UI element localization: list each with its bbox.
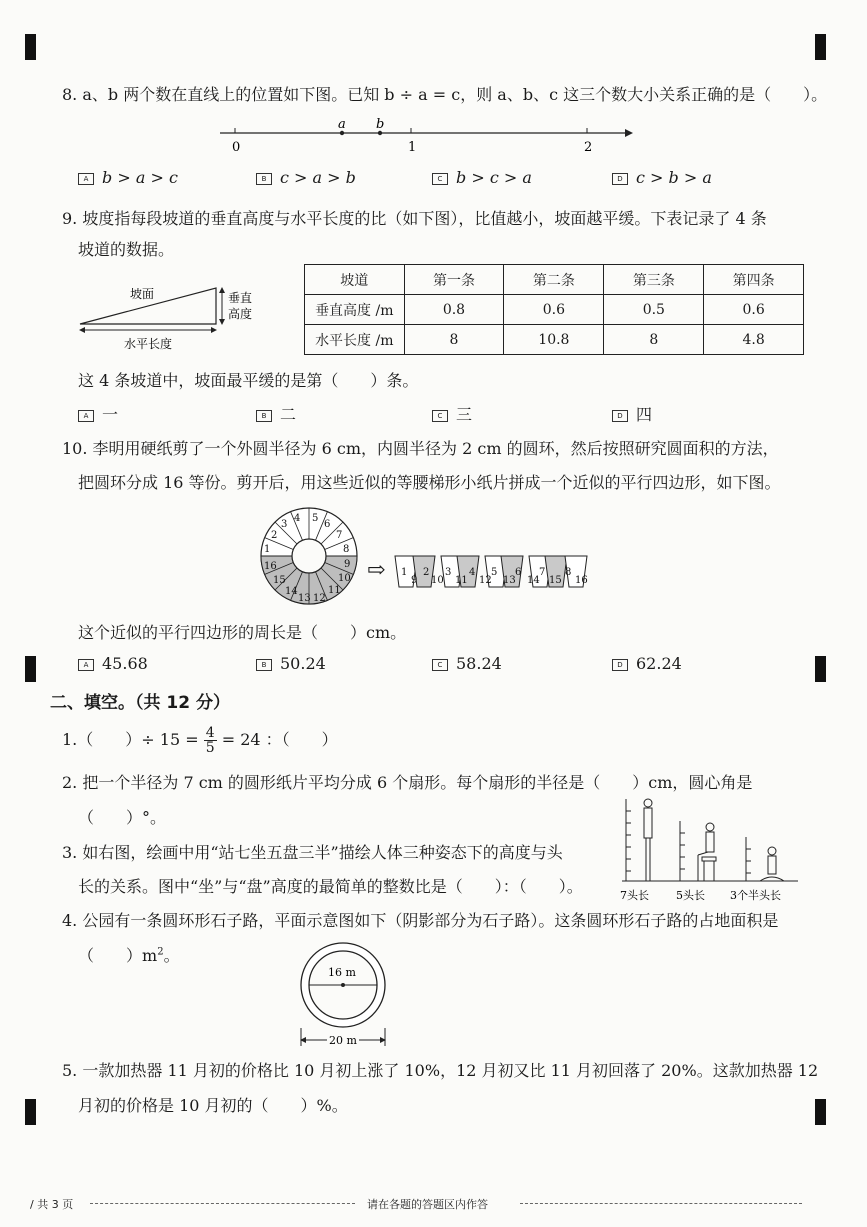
- q9-option-d[interactable]: D 四: [612, 402, 652, 425]
- human-posture-figure: [618, 795, 803, 905]
- table-header-cell: 第四条: [704, 265, 804, 295]
- option-letter-box: D: [612, 659, 628, 671]
- q9-option-b[interactable]: B 二: [256, 402, 296, 425]
- option-letter-box: B: [256, 173, 272, 185]
- svg-text:6: 6: [324, 519, 331, 530]
- option-letter-box: A: [78, 173, 94, 185]
- arrow-icon: ⇨: [367, 558, 386, 583]
- table-header-cell: 第三条: [604, 265, 704, 295]
- fill-1: 1.（ ）÷ 15 = $\frac{4}{5}$ = 24 ：（ ）: [62, 725, 338, 756]
- fraction: $\frac{4}{5}$: [205, 725, 215, 756]
- svg-text:4: 4: [294, 513, 301, 524]
- svg-text:10: 10: [431, 575, 444, 586]
- fill-2-line2: （ ）°。: [78, 808, 167, 827]
- question-10-line1: 10. 李明用硬纸剪了一个外圆半径为 6 cm，内圆半径为 2 cm 的圆环，然后按照研究圆面积的方法，: [62, 439, 779, 458]
- horizontal-label: 水平长度: [124, 337, 173, 351]
- q10-option-b[interactable]: B 50.24: [256, 654, 326, 673]
- slope-label: 坡面: [130, 287, 155, 301]
- q9-option-c[interactable]: C 三: [432, 402, 472, 425]
- option-letter-box: B: [256, 659, 272, 671]
- number-line-label-2: 2: [584, 140, 593, 155]
- svg-text:2: 2: [271, 530, 278, 541]
- svg-text:8: 8: [343, 544, 350, 555]
- fill-3-line2: 长的关系。图中“坐”与“盘”高度的最简单的整数比是（ ）：（ ）。: [78, 877, 583, 896]
- table-cell: 垂直高度 /m: [305, 295, 405, 325]
- svg-text:14: 14: [285, 586, 298, 597]
- page-count: / 共 3 页: [30, 1198, 74, 1211]
- table-header-cell: 第一条: [404, 265, 504, 295]
- slope-figure: [72, 282, 272, 354]
- registration-mark: [815, 1099, 826, 1125]
- svg-text:6: 6: [515, 567, 522, 578]
- svg-text:5: 5: [491, 567, 498, 578]
- q9-option-a[interactable]: A 一: [78, 402, 118, 425]
- svg-text:15: 15: [273, 575, 286, 586]
- caption-sitting: 5头长: [676, 889, 705, 902]
- table-cell: 0.5: [604, 295, 704, 325]
- svg-text:4: 4: [469, 567, 476, 578]
- svg-text:5: 5: [312, 513, 319, 524]
- question-9-prompt: 这 4 条坡道中，坡面最平缓的是第（ ）条。: [78, 371, 419, 390]
- table-cell: 8: [604, 325, 704, 355]
- number-line-figure: [215, 115, 635, 157]
- svg-text:3: 3: [281, 519, 288, 530]
- fill-4-line2: （ ）$m^2$。: [78, 946, 180, 965]
- point-label-a: a: [338, 117, 346, 132]
- point-label-b: b: [376, 117, 385, 132]
- outer-diameter-label: 20 m: [329, 1034, 357, 1047]
- caption-crosslegged: 3个半头长: [730, 889, 781, 902]
- svg-text:1: 1: [401, 567, 408, 578]
- option-letter-box: B: [256, 410, 272, 422]
- annulus-sectors-figure: [258, 505, 360, 607]
- svg-text:7: 7: [336, 530, 343, 541]
- table-cell: 8: [404, 325, 504, 355]
- svg-text:16: 16: [575, 575, 588, 586]
- svg-text:13: 13: [503, 575, 516, 586]
- option-letter-box: C: [432, 173, 448, 185]
- table-header-cell: 坡道: [305, 265, 405, 295]
- table-cell: 水平长度 /m: [305, 325, 405, 355]
- fill-5-line1: 5. 一款加热器 11 月初的价格比 10 月初上涨了 10%，12 月初又比 11 月初回落了 20%。这款加热器 12: [62, 1061, 819, 1080]
- registration-mark: [25, 34, 36, 60]
- question-10-line2: 把圆环分成 16 等份。剪开后，用这些近似的等腰梯形小纸片拼成一个近似的平行四边形，如下图。: [78, 473, 781, 492]
- question-9-line2: 坡道的数据。: [78, 240, 175, 259]
- registration-mark: [815, 656, 826, 682]
- option-letter-box: D: [612, 173, 628, 185]
- table-header-row: [305, 265, 804, 295]
- q10-option-a[interactable]: A 45.68: [78, 654, 148, 673]
- fill-3-line1: 3. 如右图，绘画中用“站七坐五盘三半”描绘人体三种姿态下的高度与头: [62, 843, 563, 862]
- svg-text:12: 12: [313, 593, 326, 604]
- registration-mark: [25, 1099, 36, 1125]
- number-line-label-1: 1: [408, 140, 417, 155]
- table-cell: 0.6: [704, 295, 804, 325]
- question-10-prompt: 这个近似的平行四边形的周长是（ ）cm。: [78, 623, 407, 642]
- table-row: [305, 295, 804, 325]
- question-8-stem: 8. a、b 两个数在直线上的位置如下图。已知 b ÷ a = c，则 a、b、c 这三个数大小关系正确的是（ ）。: [62, 85, 828, 104]
- svg-text:9: 9: [344, 559, 351, 570]
- option-letter-box: A: [78, 659, 94, 671]
- svg-text:16: 16: [264, 561, 277, 572]
- number-line-label-0: 0: [232, 140, 241, 155]
- svg-text:2: 2: [423, 567, 430, 578]
- q8-option-a[interactable]: A b > a > c: [78, 168, 178, 187]
- svg-text:7: 7: [539, 567, 546, 578]
- table-header-cell: 第二条: [504, 265, 604, 295]
- q8-option-c[interactable]: C b > c > a: [432, 168, 532, 187]
- option-letter-box: C: [432, 410, 448, 422]
- footer-divider: [520, 1203, 802, 1204]
- svg-text:8: 8: [565, 567, 572, 578]
- fill-2-line1: 2. 把一个半径为 7 cm 的圆形纸片平均分成 6 个扇形。每个扇形的半径是（ ）cm，圆心角是: [62, 773, 753, 792]
- q10-option-d[interactable]: D 62.24: [612, 654, 682, 673]
- question-9-line1: 9. 坡度指每段坡道的垂直高度与水平长度的比（如下图），比值越小，坡面越平缓。下表记录了 4 条: [62, 209, 767, 228]
- q10-option-c[interactable]: C 58.24: [432, 654, 502, 673]
- table-cell: 0.6: [504, 295, 604, 325]
- parallelogram-strips-figure: [393, 551, 595, 591]
- caption-standing: 7头长: [620, 889, 649, 902]
- table-cell: 4.8: [704, 325, 804, 355]
- svg-text:9: 9: [411, 575, 418, 586]
- svg-text:10: 10: [338, 573, 351, 584]
- q8-option-b[interactable]: B c > a > b: [256, 168, 356, 187]
- svg-text:13: 13: [298, 593, 311, 604]
- footer-divider: [90, 1203, 355, 1204]
- option-letter-box: C: [432, 659, 448, 671]
- table-cell: 10.8: [504, 325, 604, 355]
- svg-text:14: 14: [527, 575, 540, 586]
- slope-data-table: [304, 264, 804, 355]
- fill-5-line2: 月初的价格是 10 月初的（ ）%。: [78, 1096, 348, 1115]
- option-letter-box: D: [612, 410, 628, 422]
- vertical-label-1: 垂直: [228, 291, 253, 305]
- svg-text:12: 12: [479, 575, 492, 586]
- svg-text:1: 1: [264, 544, 271, 555]
- footer-note: 请在各题的答题区内作答: [367, 1198, 488, 1211]
- section-title: 二、填空。（共 12 分）: [50, 693, 230, 713]
- svg-text:11: 11: [328, 585, 341, 596]
- ring-path-figure: [297, 940, 389, 1052]
- svg-text:11: 11: [455, 575, 468, 586]
- q8-option-d[interactable]: D c > b > a: [612, 168, 712, 187]
- registration-mark: [25, 656, 36, 682]
- fill-4-line1: 4. 公园有一条圆环形石子路，平面示意图如下（阴影部分为石子路）。这条圆环形石子路的占地面积是: [62, 911, 779, 930]
- vertical-label-2: 高度: [228, 307, 253, 321]
- registration-mark: [815, 34, 826, 60]
- table-cell: 0.8: [404, 295, 504, 325]
- svg-text:3: 3: [445, 567, 452, 578]
- table-row: [305, 325, 804, 355]
- svg-text:15: 15: [549, 575, 562, 586]
- inner-diameter-label: 16 m: [328, 966, 356, 979]
- option-letter-box: A: [78, 410, 94, 422]
